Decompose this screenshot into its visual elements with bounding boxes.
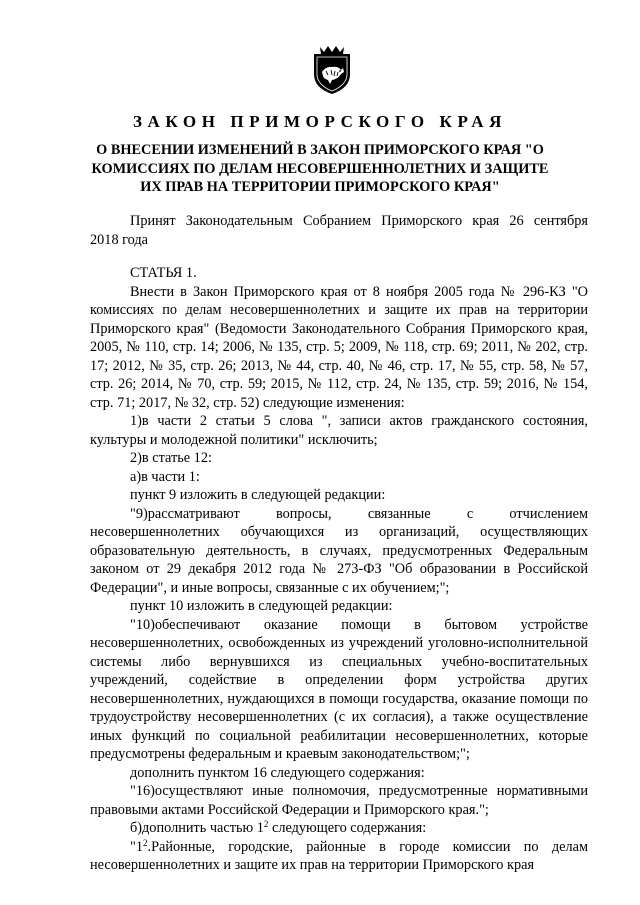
item-2b-superscript: 2 <box>263 819 269 829</box>
point-10-text: "10)обеспечивают оказание помощи в бытовом устройстве несовершеннолетних, освобожденных из учреждений уголовно-исполнительной системы либо вернувшихся из специальных учебно-воспитательных учреждений, содействие в определении форм устройства других несовершеннолетних, нуждающихся в помощи государства, оказание помощи по трудоустройству несовершеннолетних (с их согласия), а также осуществление иных функций по социальной реабилитации несовершеннолетних, которые предусмотрены федеральным и краевым законодательством;"; <box>90 616 588 762</box>
amendment-item-1: 1)в части 2 статьи 5 слова ", записи актов гражданского состояния, культуры и молодежной политики" исключить; <box>90 413 588 448</box>
amendment-item-2b <box>90 819 588 838</box>
article-intro: Внести в Закон Приморского края от 8 ноября 2005 года № 296-КЗ "О комиссиях по делам несовершеннолетних и защите их прав на территории Приморского края" (Ведомости Законодательного Собрания Приморского края, 2005, № 110, стр. 14; 2006, № 135, стр. 5; 2009, № 118, стр. 69; 2011, № 202, стр. 17; 2012, № 35, стр. 26; 2013, № 44, стр. 40, № 46, стр. 17, № 55, стр. 58, № 57, стр. 26; 2014, № 70, стр. 59; 2015, № 112, стр. 24, № 135, стр. 59; 2016, № 154, стр. 71; 2017, № 32, стр. 52) следующие изменения: <box>90 283 588 411</box>
part-1-2-superscript: 2 <box>143 837 148 848</box>
point-9-intro: пункт 9 изложить в следующей редакции: <box>130 487 386 503</box>
part-1-2-text-end: .Районные, городские, районные в городе комиссии по делам несовершеннолетних и защите их прав на территории Приморского края <box>90 838 588 873</box>
adoption-note <box>90 212 588 249</box>
law-subtitle: О ВНЕСЕНИИ ИЗМЕНЕНИЙ В ЗАКОН ПРИМОРСКОГО КРАЯ "О КОМИССИЯХ ПО ДЕЛАМ НЕСОВЕРШЕННОЛЕТНИХ И ЗАЩИТЕ ИХ ПРАВ НА ТЕРРИТОРИИ ПРИМОРСКОГО КРАЯ" <box>91 142 549 195</box>
primorsky-coat-of-arms-icon <box>310 44 354 96</box>
law-body <box>90 264 588 875</box>
item-2b-text-end: следующего содержания: <box>268 820 427 836</box>
adoption-note-line2: 2018 года <box>90 231 149 248</box>
amendment-item-2: 2)в статье 12: <box>130 450 212 466</box>
article-heading: СТАТЬЯ 1. <box>130 265 197 281</box>
point-16-intro: дополнить пунктом 16 следующего содержания: <box>130 764 425 781</box>
part-1-2-text-start: "1 <box>130 838 143 855</box>
point-16-text: "16)осуществляют иные полномочия, предусмотренные нормативными правовыми актами Российской Федерации и Приморского края."; <box>90 783 588 818</box>
law-title: ЗАКОН ПРИМОРСКОГО КРАЯ <box>132 112 508 131</box>
amendment-item-2a: а)в части 1: <box>130 468 200 485</box>
adoption-note-line1: Принят Законодательным Собранием Приморского края 26 сентября <box>130 213 588 229</box>
item-2b-text-start: б)дополнить частью 1 <box>130 820 264 836</box>
part-1-2-text <box>90 838 588 875</box>
point-9-text: "9)рассматривают вопросы, связанные с отчислением несовершеннолетних обучающихся из организаций, осуществляющих образовательную деятельность, в случаях, предусмотренных Федеральным законом от 29 декабря 2012 года № 273-ФЗ "Об образовании в Российской Федерации", и иные вопросы, связанные с их обучением;"; <box>90 505 588 596</box>
point-10-intro: пункт 10 изложить в следующей редакции: <box>130 598 393 614</box>
